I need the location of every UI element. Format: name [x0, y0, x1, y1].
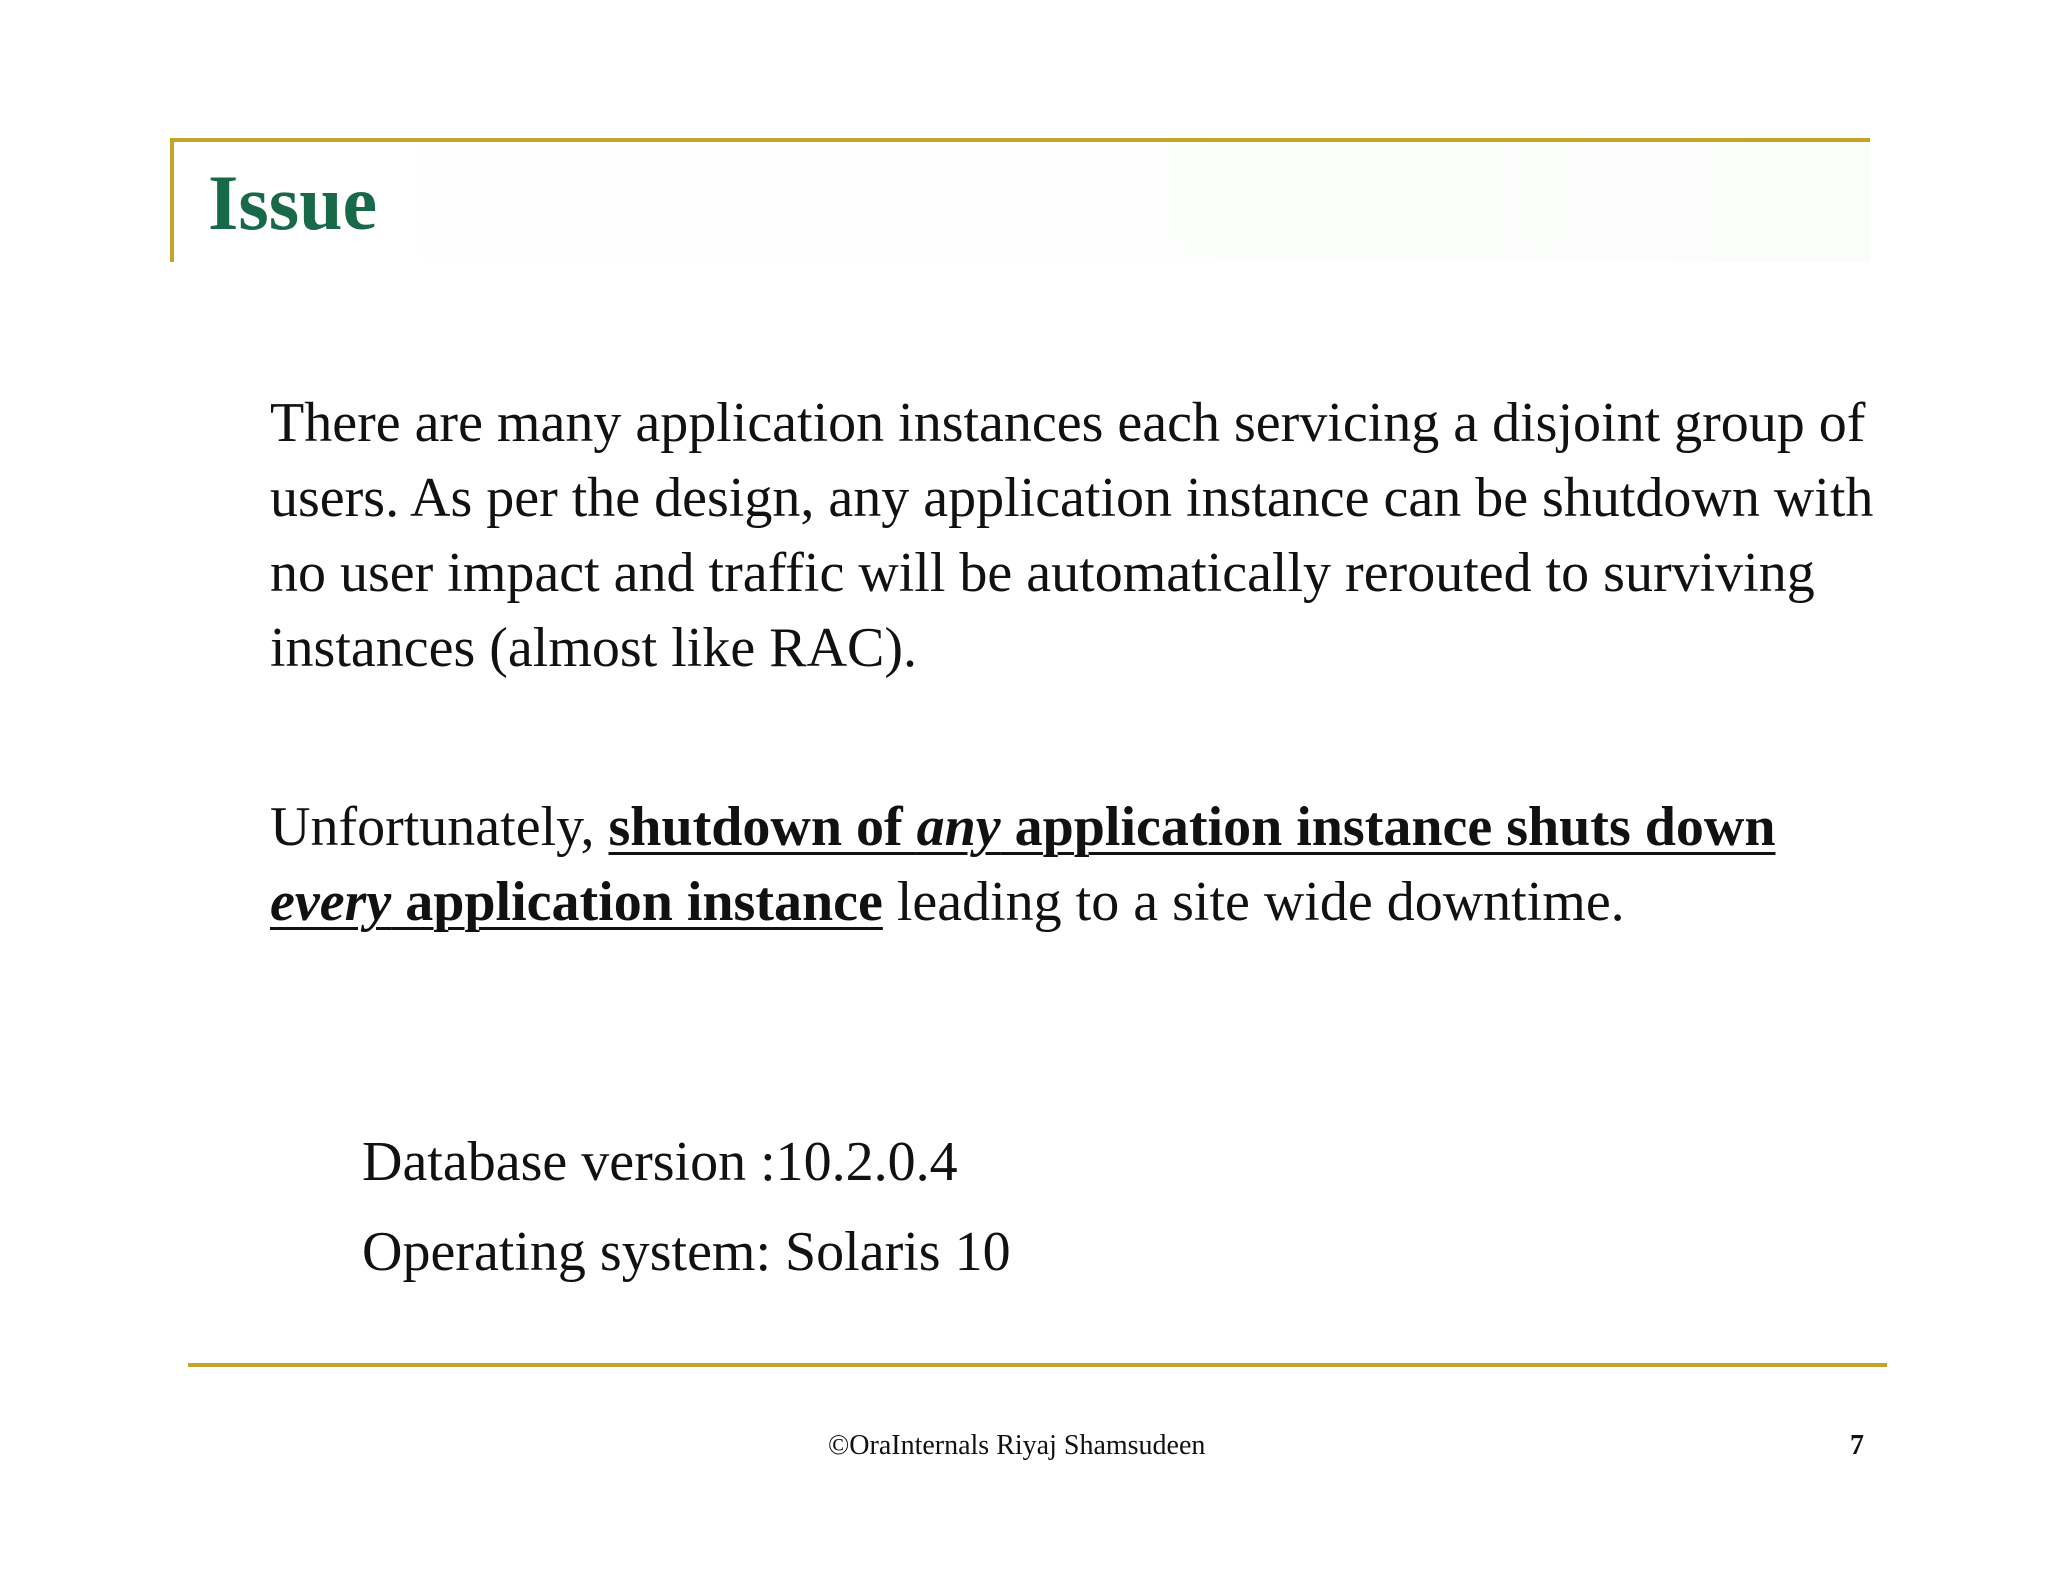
impact-any-word: any — [916, 796, 1001, 858]
database-version: Database version :10.2.0.4 — [362, 1131, 958, 1193]
impact-emphasis-end: application instance — [391, 871, 883, 933]
footer-divider — [188, 1363, 1887, 1367]
page-number: 7 — [1850, 1430, 1864, 1461]
impact-every-word: every — [270, 871, 392, 933]
operating-system: Operating system: Solaris 10 — [362, 1221, 1011, 1283]
slide-title: Issue — [208, 159, 378, 246]
impact-emphasis-start: shutdown of — [608, 796, 917, 858]
footer-copyright: ©OraInternals Riyaj Shamsudeen — [828, 1430, 1206, 1461]
issue-description: There are many application instances each servicing a disjoint group of users. As per the design, any application instance can be shutdown with no user impact and traffic will be automatically rerouted to surviving instances (almost like RAC). — [270, 392, 1874, 679]
title-frame — [170, 138, 1870, 262]
issue-impact — [270, 790, 1880, 940]
impact-suffix: leading to a site wide downtime. — [882, 871, 1625, 933]
impact-emphasis-middle: application instance shuts down — [1000, 796, 1776, 858]
impact-prefix: Unfortunately, — [270, 796, 609, 858]
